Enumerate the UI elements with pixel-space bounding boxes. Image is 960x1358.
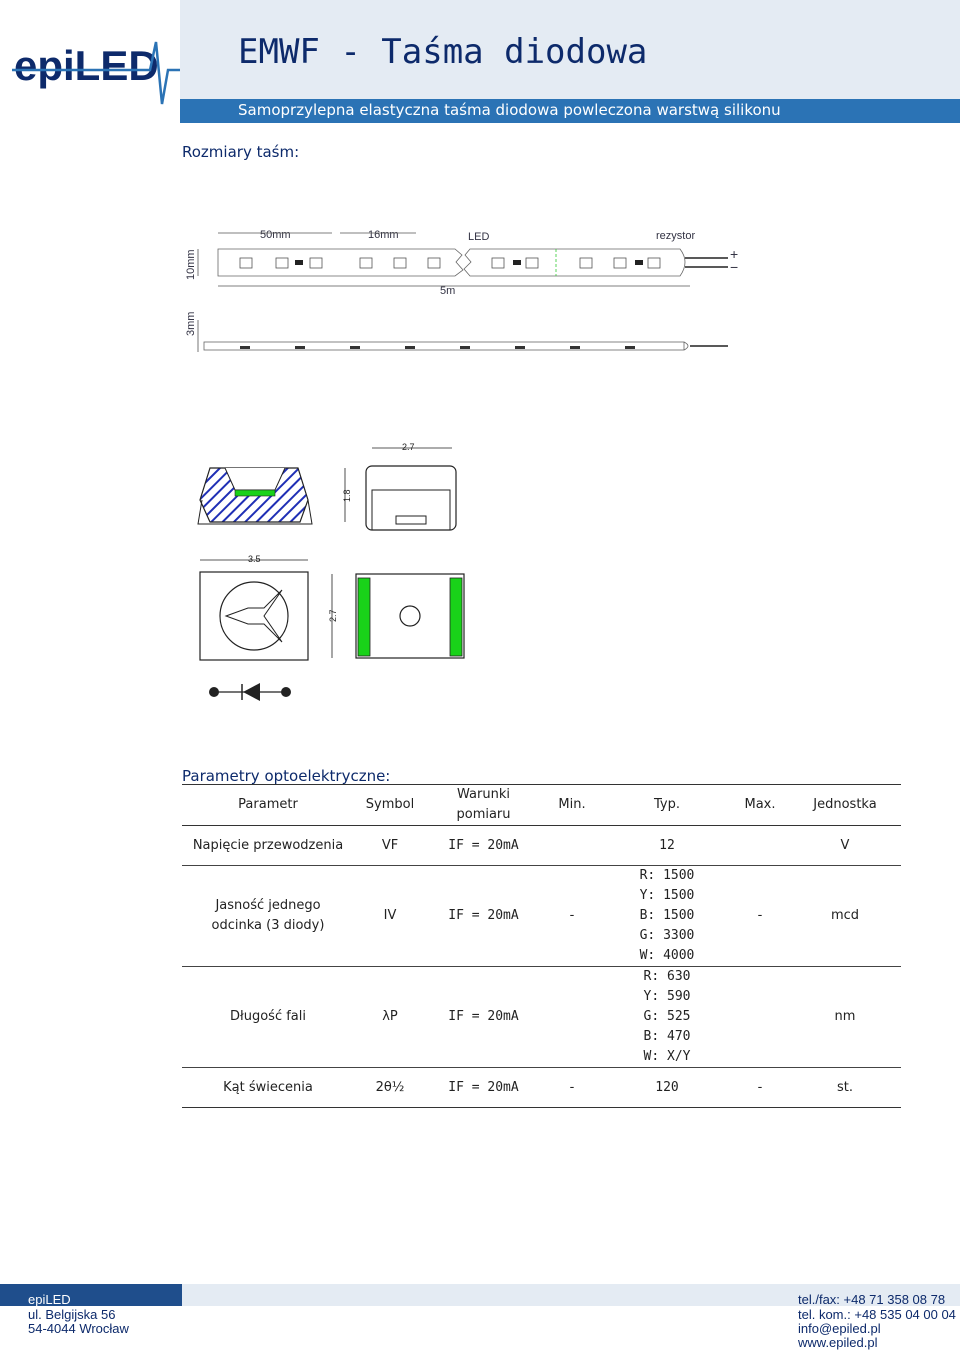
row-symbol: VF — [381, 837, 399, 853]
epiled-logo-icon — [0, 0, 180, 123]
dim-1-8: 1.8 — [342, 489, 352, 502]
row-max: - — [757, 1079, 763, 1095]
row-max: - — [757, 908, 763, 923]
minus-label: − — [730, 259, 739, 275]
footer-company: epiLED — [28, 1292, 71, 1307]
footer-phone-fax: tel./fax: +48 71 358 08 78 — [798, 1292, 946, 1307]
row-unit: st. — [836, 1079, 853, 1095]
col-header: Min. — [558, 797, 586, 812]
col-header: Parametr — [238, 797, 298, 812]
page-title: EMWF - Taśma diodowa — [238, 32, 648, 72]
diode-symbol-icon — [209, 683, 291, 701]
footer-email[interactable]: info@epiled.pl — [798, 1321, 881, 1336]
resistor-label: rezystor — [656, 230, 696, 242]
length-label: 5m — [440, 285, 456, 297]
row-max — [731, 826, 789, 866]
row-param: Kąt świecenia — [223, 1079, 313, 1095]
row-condition: IF = 20mA — [448, 1009, 519, 1024]
dim-3-5: 3.5 — [248, 554, 261, 564]
table-row — [182, 826, 901, 866]
row-param: Napięcie przewodzenia — [192, 837, 344, 853]
height-label: 3mm — [185, 311, 197, 336]
row-unit: V — [840, 837, 850, 853]
led-package-drawing — [190, 440, 480, 710]
row-symbol: λP — [382, 1009, 398, 1024]
row-typ: R: 630 Y: 590 G: 525 B: 470 W: X/Y — [643, 969, 691, 1064]
table-row — [182, 967, 901, 1068]
logo-text: epiLED — [14, 42, 159, 89]
row-typ: 120 — [655, 1079, 679, 1095]
footer-street: ul. Belgijska 56 — [28, 1307, 116, 1322]
plus-label: + — [730, 246, 739, 262]
pitch-label: 16mm — [368, 229, 399, 241]
col-header: Typ. — [654, 797, 680, 812]
page-subtitle: Samoprzylepna elastyczna taśma diodowa powleczona warstwą silikonu — [238, 101, 781, 119]
col-header: Jednostka — [813, 797, 877, 812]
segment-label: 50mm — [260, 229, 291, 241]
row-condition: IF = 20mA — [448, 908, 519, 923]
row-param: Jasność jednego odcinka (3 diody) — [211, 898, 325, 933]
row-typ: 12 — [659, 837, 675, 853]
row-min: - — [569, 1079, 575, 1095]
row-symbol: IV — [383, 908, 397, 923]
dimensions-heading: Rozmiary taśm: — [182, 143, 300, 161]
row-unit: nm — [834, 1009, 856, 1024]
logo — [0, 0, 180, 123]
dim-2-7-top: 2.7 — [402, 442, 415, 452]
row-condition: IF = 20mA — [448, 1079, 519, 1095]
row-min — [541, 826, 603, 866]
row-max — [731, 967, 789, 1068]
led-label: LED — [468, 231, 490, 243]
row-unit: mcd — [830, 908, 860, 923]
row-symbol: 2θ½ — [375, 1079, 405, 1095]
row-min — [541, 967, 603, 1068]
col-header: Warunki pomiaru — [456, 787, 511, 822]
row-min: - — [569, 908, 575, 923]
col-header: Symbol — [365, 797, 415, 812]
row-condition: IF = 20mA — [448, 837, 519, 853]
table-row — [182, 1068, 901, 1108]
row-param: Długość fali — [230, 1009, 306, 1024]
col-header: Max. — [744, 797, 776, 812]
footer-mobile: tel. kom.: +48 535 04 00 04 — [798, 1307, 956, 1322]
row-typ: R: 1500 Y: 1500 B: 1500 G: 3300 W: 4000 — [639, 868, 695, 963]
opto-parameters-table — [182, 784, 901, 1108]
opto-heading: Parametry optoelektryczne: — [182, 767, 391, 785]
footer-city: 54-4044 Wrocław — [28, 1321, 129, 1336]
strip-dimension-drawing — [180, 222, 750, 362]
table-row — [182, 866, 901, 967]
footer-website[interactable]: www.epiled.pl — [798, 1335, 878, 1350]
dim-2-7-side: 2.7 — [328, 609, 338, 622]
width-label: 10mm — [185, 249, 197, 280]
table-header-row — [182, 785, 901, 826]
